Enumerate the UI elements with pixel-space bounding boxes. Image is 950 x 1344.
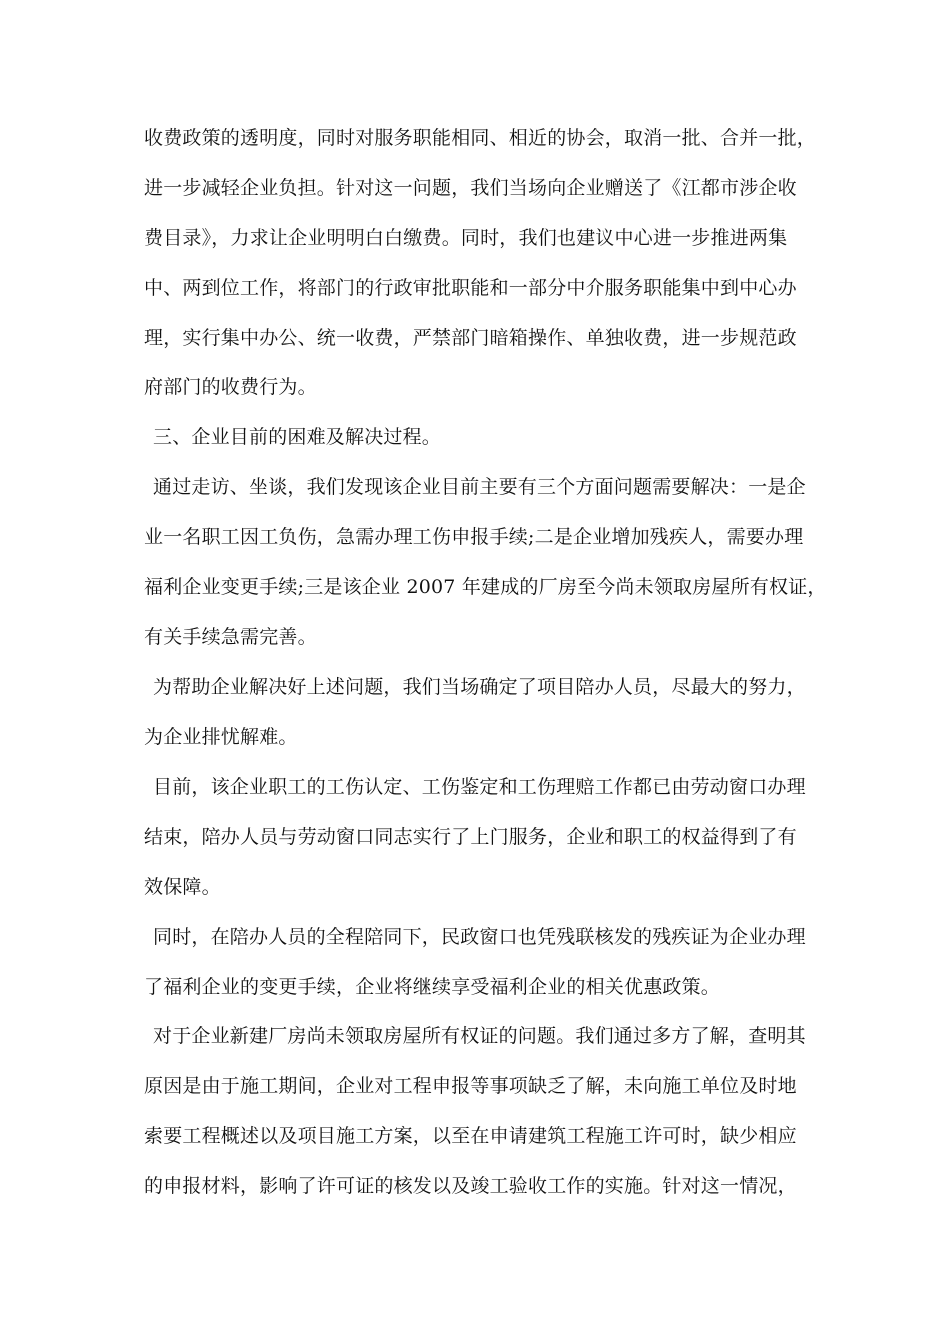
paragraph-line: 的申报材料，影响了许可证的核发以及竣工验收工作的实施。针对这一情况， bbox=[144, 1175, 797, 1197]
paragraph-line: 福利企业变更手续;三是该企业 2007 年建成的厂房至今尚未领取房屋所有权证， bbox=[144, 576, 827, 598]
paragraph-line: 进一步减轻企业负担。针对这一问题，我们当场向企业赠送了《江都市涉企收 bbox=[144, 177, 797, 199]
paragraph-line: 费目录》，力求让企业明明白白缴费。同时，我们也建议中心进一步推进两集 bbox=[144, 227, 788, 249]
paragraph-line: 为企业排忧解难。 bbox=[144, 726, 298, 748]
paragraph-line: 结束，陪办人员与劳动窗口同志实行了上门服务，企业和职工的权益得到了有 bbox=[144, 826, 797, 848]
section-heading: 三、企业目前的困难及解决过程。 bbox=[153, 426, 442, 448]
paragraph-line: 为帮助企业解决好上述问题，我们当场确定了项目陪办人员，尽最大的努力， bbox=[153, 676, 806, 698]
paragraph-line: 索要工程概述以及项目施工方案，以至在申请建筑工程施工许可时，缺少相应 bbox=[144, 1125, 797, 1147]
paragraph-line: 了福利企业的变更手续，企业将继续享受福利企业的相关优惠政策。 bbox=[144, 976, 721, 998]
paragraph-line: 同时，在陪办人员的全程陪同下，民政窗口也凭残联核发的残疾证为企业办理 bbox=[153, 926, 806, 948]
paragraph-line: 府部门的收费行为。 bbox=[144, 376, 317, 398]
paragraph-line: 中、两到位工作，将部门的行政审批职能和一部分中介服务职能集中到中心办 bbox=[144, 277, 797, 299]
paragraph-line: 收费政策的透明度，同时对服务职能相同、相近的协会，取消一批、合并一批， bbox=[144, 127, 817, 149]
paragraph-line: 理，实行集中办公、统一收费，严禁部门暗箱操作、单独收费，进一步规范政 bbox=[144, 327, 797, 349]
paragraph-line: 业一名职工因工负伤，急需办理工伤申报手续;二是企业增加残疾人，需要办理 bbox=[144, 526, 804, 548]
paragraph-line: 对于企业新建厂房尚未领取房屋所有权证的问题。我们通过多方了解，查明其 bbox=[153, 1025, 806, 1047]
paragraph-line: 有关手续急需完善。 bbox=[144, 626, 317, 648]
paragraph-line: 原因是由于施工期间，企业对工程申报等事项缺乏了解，未向施工单位及时地 bbox=[144, 1075, 797, 1097]
paragraph-line: 通过走访、坐谈，我们发现该企业目前主要有三个方面问题需要解决：一是企 bbox=[153, 476, 806, 498]
paragraph-line: 目前，该企业职工的工伤认定、工伤鉴定和工伤理赔工作都已由劳动窗口办理 bbox=[153, 776, 806, 798]
paragraph-line: 效保障。 bbox=[144, 876, 221, 898]
